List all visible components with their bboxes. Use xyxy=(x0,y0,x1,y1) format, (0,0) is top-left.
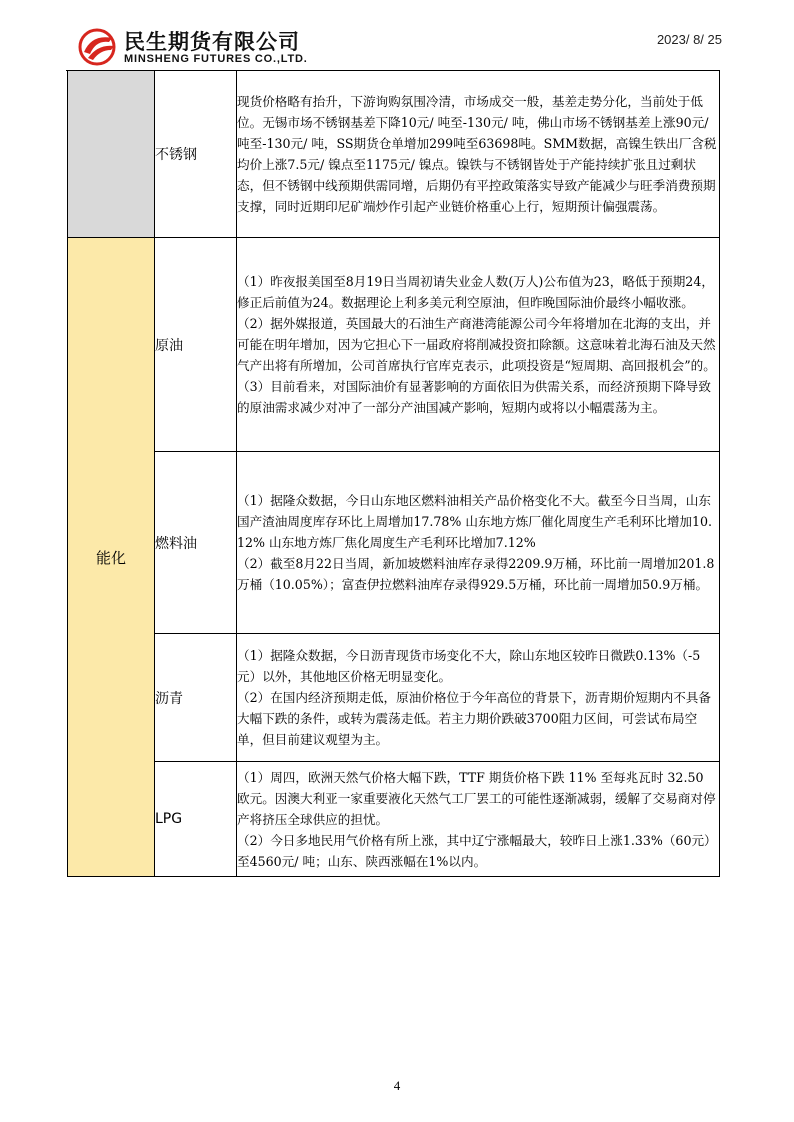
commodity-table xyxy=(67,70,720,877)
paragraph: （3）目前看来，对国际油价有显著影响的方面依旧为供需关系，而经济预期下降导致的原油需求减少对冲了一部分产油国减产影响，短期内或将以小幅震荡为主。 xyxy=(237,379,711,415)
paragraph: （2）据外媒报道，英国最大的石油生产商港湾能源公司今年将增加在北海的支出，并可能在明年增加，因为它担心下一届政府将削减投资扣除额。这意味着北海石油及天然气产出将有所增加，公司首席执行官库克表示，此项投资是“短周期、高回报机会”的。 xyxy=(237,316,716,373)
paragraph: （1）昨夜报美国至8月19日当周初请失业金人数(万人)公布值为23，略低于预期24，修正后前值为24。数据理论上利多美元利空原油，但昨晚国际油价最终小幅收涨。 xyxy=(237,274,714,310)
company-name-cn: 民生期货有限公司 xyxy=(124,30,300,54)
subcategory-cell: LPG xyxy=(155,762,237,877)
subcategory-cell: 燃料油 xyxy=(155,452,237,634)
paragraph: 现货价格略有抬升，下游询购氛围冷清，市场成交一般，基差走势分化，当前处于低位。无锡市场不锈钢基差下降10元/ 吨至-130元/ 吨，佛山市场不锈钢基差上涨90元/ 吨至-130元/ 吨，SS期货仓单增加299吨至63698吨。SMM数据，高镍生铁出厂含税均价上涨7.5元/ 镍点至1175元/ 镍点。镍铁与不锈钢皆处于产能持续扩张且过剩状态，但不锈钢中线预期供需同增，后期仍有平控政策落实导致产能减少与旺季消费预期支撑，同时近期印尼矿端炒作引起产业链价格重心上行，短期预计偏强震荡。 xyxy=(237,94,717,214)
report-date: 2023/ 8/ 25 xyxy=(656,32,722,47)
paragraph: （2）今日多地民用气价格有所上涨，其中辽宁涨幅最大，较昨日上涨1.33%（60元）至4560元/ 吨；山东、陕西涨幅在1%以内。 xyxy=(237,832,717,869)
analysis-cell xyxy=(237,71,720,238)
analysis-cell xyxy=(237,762,720,877)
page-header xyxy=(78,22,722,66)
subcategory-cell: 不锈钢 xyxy=(155,71,237,238)
company-logo xyxy=(78,26,318,66)
category-cell: 能化 xyxy=(68,238,155,877)
category-cell xyxy=(68,71,155,238)
paragraph: （1）据隆众数据，今日沥青现货市场变化不大，除山东地区较昨日微跌0.13%（-5元）以外，其他地区价格无明显变化。 xyxy=(237,648,701,684)
analysis-cell xyxy=(237,634,720,762)
company-name-en: MINSHENG FUTURES CO.,LTD. xyxy=(124,53,308,65)
analysis-cell xyxy=(237,452,720,634)
table-row xyxy=(68,762,720,877)
paragraph: （1）据隆众数据，今日山东地区燃料油相关产品价格变化不大。截至今日当周，山东国产渣油周度库存环比上周增加17.78% 山东地方炼厂催化周度生产毛利环比增加10.12% 山东地方炼厂焦化周度生产毛利环比增加7.12% xyxy=(237,493,713,550)
table-row xyxy=(68,452,720,634)
subcategory-cell: 沥青 xyxy=(155,634,237,762)
table-row xyxy=(68,71,720,238)
analysis-cell xyxy=(237,238,720,452)
minsheng-logo-icon xyxy=(78,28,118,66)
paragraph: （2）截至8月22日当周，新加坡燃料油库存录得2209.9万桶，环比前一周增加201.8万桶（10.05%）；富查伊拉燃料油库存录得929.5万桶，环比前一周增加50.9万桶。 xyxy=(237,556,715,592)
paragraph: （2）在国内经济预期走低，原油价格位于今年高位的背景下，沥青期价短期内不具备大幅下跌的条件，或转为震荡走低。若主力期价跌破3700阻力区间，可尝试布局空单，但目前建议观望为主。 xyxy=(237,690,711,747)
subcategory-cell: 原油 xyxy=(155,238,237,452)
table-row xyxy=(68,634,720,762)
paragraph: （1）周四，欧洲天然气价格大幅下跌，TTF 期货价格下跌 11% 至每兆瓦时 32.50 欧元。因澳大利亚一家重要液化天然气工厂罢工的可能性逐渐减弱，缓解了交易商对停产将挤压全球供应的担忧。 xyxy=(237,769,716,827)
page-number: 4 xyxy=(393,1078,401,1093)
table-row xyxy=(68,238,720,452)
